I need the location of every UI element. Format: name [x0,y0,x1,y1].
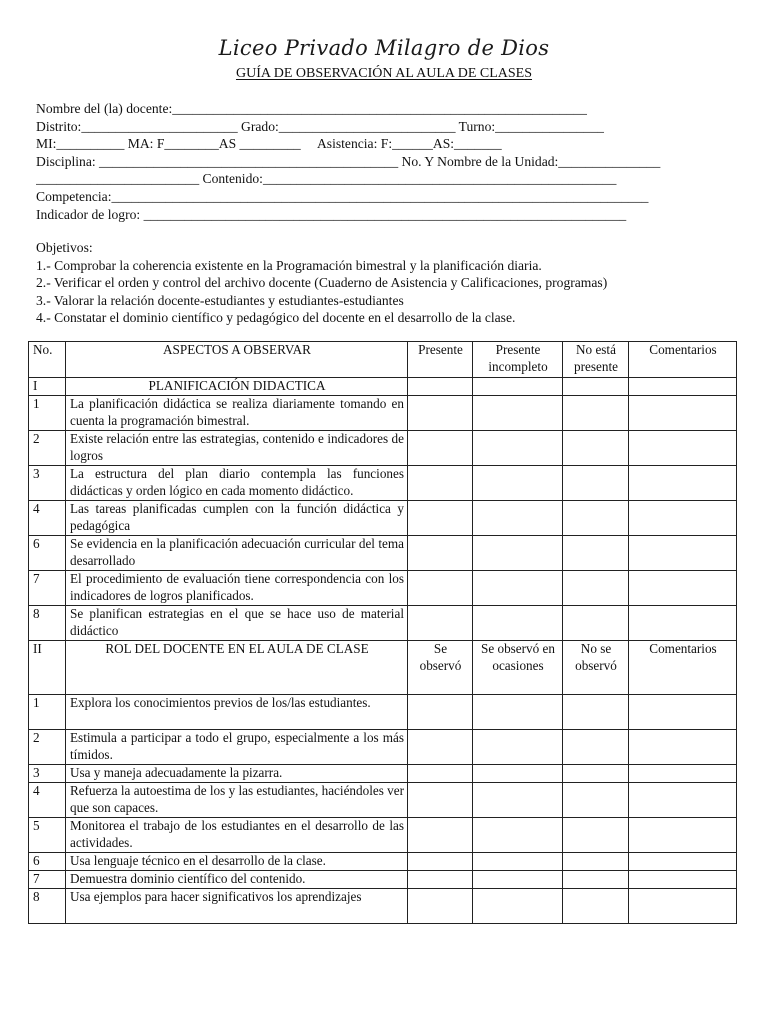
objectives [36,239,746,327]
comment-cell[interactable] [629,431,737,466]
aspect-text: Las tareas planificadas cumplen con la función didáctica y pedagógica [66,501,408,536]
comment-cell[interactable] [629,695,737,730]
observation-table [28,341,737,924]
row-number: 6 [29,853,66,871]
check-cell[interactable] [563,730,629,765]
table-row [29,396,737,431]
district-grade-shift-field: Distrito:_______________________ Grado:__________________________ Turno:________________ [36,118,604,134]
objective-item: 2.- Verificar el orden y control del archivo docente (Cuaderno de Asistencia y Calificaciones, programas) [36,275,608,291]
teacher-name-field: Nombre del (la) docente:_____________________________________________________________ [36,101,587,116]
comment-cell[interactable] [629,571,737,606]
row-number: 4 [29,783,66,818]
check-cell[interactable] [473,606,563,641]
comment-cell[interactable] [629,730,737,765]
section-title: ROL DEL DOCENTE EN EL AULA DE CLASE [66,641,408,695]
header-not-observed: No se observó [563,641,629,695]
comment-cell[interactable] [629,606,737,641]
comment-cell[interactable] [629,783,737,818]
check-cell[interactable] [563,695,629,730]
section-number: II [29,641,66,695]
header-incomplete: Presente incompleto [473,342,563,378]
aspect-text: Usa y maneja adecuadamente la pizarra. [66,765,408,783]
check-cell[interactable] [408,501,473,536]
check-cell[interactable] [563,378,629,396]
check-cell[interactable] [563,536,629,571]
check-cell[interactable] [408,853,473,871]
check-cell[interactable] [563,571,629,606]
table-row [29,606,737,641]
row-number: 8 [29,889,66,924]
check-cell[interactable] [473,730,563,765]
check-cell[interactable] [408,536,473,571]
table-row [29,501,737,536]
section-row [29,641,737,695]
check-cell[interactable] [563,501,629,536]
check-cell[interactable] [408,695,473,730]
row-number: 4 [29,501,66,536]
row-number: 1 [29,695,66,730]
check-cell[interactable] [473,695,563,730]
check-cell[interactable] [408,378,473,396]
discipline-unit-field: Disciplina: ____________________________________________ No. Y Nombre de la Unidad:_______________ [36,153,661,169]
aspect-text: Monitorea el trabajo de los estudiantes en el desarrollo de las actividades. [66,818,408,853]
check-cell[interactable] [408,765,473,783]
check-cell[interactable] [563,818,629,853]
check-cell[interactable] [473,871,563,889]
objective-item: 4.- Constatar el dominio científico y pedagógico del docente en el desarrollo de la clase. [36,310,516,326]
row-number: 7 [29,871,66,889]
table-row [29,871,737,889]
check-cell[interactable] [563,396,629,431]
section-title: PLANIFICACIÓN DIDACTICA [66,378,408,396]
check-cell[interactable] [473,818,563,853]
aspect-text: Demuestra dominio científico del contenido. [66,871,408,889]
aspect-text: Explora los conocimientos previos de los/las estudiantes. [66,695,408,730]
header-absent: No está presente [563,342,629,378]
header-no: No. [29,342,66,378]
comment-cell[interactable] [629,378,737,396]
enrollment-attendance-field: MI:__________ MA: F________AS _________ Asistencia: F:______AS:_______ [36,136,502,152]
form-fields [36,100,736,223]
table-row [29,466,737,501]
section-row [29,378,737,396]
check-cell[interactable] [473,431,563,466]
table-row [29,431,737,466]
row-number: 7 [29,571,66,606]
comment-cell[interactable] [629,871,737,889]
check-cell[interactable] [563,431,629,466]
row-number: 8 [29,606,66,641]
competency-field: Competencia:_______________________________________________________________________________ [36,188,649,204]
table-row [29,536,737,571]
check-cell[interactable] [563,606,629,641]
check-cell[interactable] [408,871,473,889]
check-cell[interactable] [408,783,473,818]
row-number: 2 [29,431,66,466]
header-present: Presente [408,342,473,378]
table-row [29,571,737,606]
comment-cell[interactable] [629,466,737,501]
check-cell[interactable] [408,818,473,853]
header-observed-sometimes: Se observó en ocasiones [473,641,563,695]
comment-cell[interactable] [629,818,737,853]
row-number: 1 [29,396,66,431]
aspect-text: Usa lenguaje técnico en el desarrollo de la clase. [66,853,408,871]
aspect-text: Usa ejemplos para hacer significativos los aprendizajes [66,889,408,924]
section-number: I [29,378,66,396]
row-number: 2 [29,730,66,765]
check-cell[interactable] [473,396,563,431]
table-row [29,889,737,924]
row-number: 3 [29,466,66,501]
header-aspects: ASPECTOS A OBSERVAR [66,342,408,378]
achievement-indicator-field: Indicador de logro: _______________________________________________________________________ [36,206,627,222]
document-title: GUÍA DE OBSERVACIÓN AL AULA DE CLASES [235,66,533,81]
check-cell[interactable] [563,889,629,924]
check-cell[interactable] [408,889,473,924]
check-cell[interactable] [473,466,563,501]
table-row [29,853,737,871]
objective-item: 3.- Valorar la relación docente-estudiantes y estudiantes-estudiantes [36,292,404,308]
check-cell[interactable] [473,378,563,396]
comment-cell[interactable] [629,765,737,783]
comment-cell[interactable] [629,396,737,431]
aspect-text: Refuerza la autoestima de los y las estudiantes, haciéndoles ver que son capaces. [66,783,408,818]
aspect-text: La estructura del plan diario contempla las funciones didácticas y orden lógico en cada momento didáctico. [66,466,408,501]
table-row [29,818,737,853]
check-cell[interactable] [473,501,563,536]
check-cell[interactable] [473,853,563,871]
check-cell[interactable] [408,431,473,466]
check-cell[interactable] [563,466,629,501]
comment-cell[interactable] [629,853,737,871]
check-cell[interactable] [563,765,629,783]
objective-item: 1.- Comprobar la coherencia existente en la Programación bimestral y la planificación diaria. [36,257,542,273]
aspect-text: La planificación didáctica se realiza diariamente tomando en cuenta la programación bimestral. [66,396,408,431]
header-comments: Comentarios [629,342,737,378]
table-header-row [29,342,737,378]
check-cell[interactable] [473,783,563,818]
check-cell[interactable] [563,871,629,889]
check-cell[interactable] [408,730,473,765]
objectives-heading: Objetivos: [36,240,93,255]
check-cell[interactable] [473,889,563,924]
row-number: 5 [29,818,66,853]
check-cell[interactable] [408,571,473,606]
check-cell[interactable] [408,396,473,431]
check-cell[interactable] [408,466,473,501]
table-row [29,783,737,818]
comment-cell[interactable] [629,889,737,924]
aspect-text: Estimula a participar a todo el grupo, especialmente a los más tímidos. [66,730,408,765]
aspect-text: El procedimiento de evaluación tiene correspondencia con los indicadores de logros planificados. [66,571,408,606]
row-number: 6 [29,536,66,571]
check-cell[interactable] [563,783,629,818]
comment-cell[interactable] [629,501,737,536]
table-row [29,695,737,730]
row-number: 3 [29,765,66,783]
comment-cell[interactable] [629,536,737,571]
check-cell[interactable] [473,571,563,606]
aspect-text: Se planifican estrategias en el que se hace uso de material didáctico [66,606,408,641]
header-observed: Se observó [408,641,473,695]
aspect-text: Se evidencia en la planificación adecuación curricular del tema desarrollado [66,536,408,571]
check-cell[interactable] [473,536,563,571]
check-cell[interactable] [563,853,629,871]
school-name: Liceo Privado Milagro de Dios [218,36,550,60]
table-row [29,765,737,783]
check-cell[interactable] [408,606,473,641]
aspect-text: Existe relación entre las estrategias, contenido e indicadores de logros [66,431,408,466]
content-field: ________________________ Contenido:____________________________________________________ [36,171,617,187]
check-cell[interactable] [473,765,563,783]
header-comments: Comentarios [629,641,737,695]
table-row [29,730,737,765]
